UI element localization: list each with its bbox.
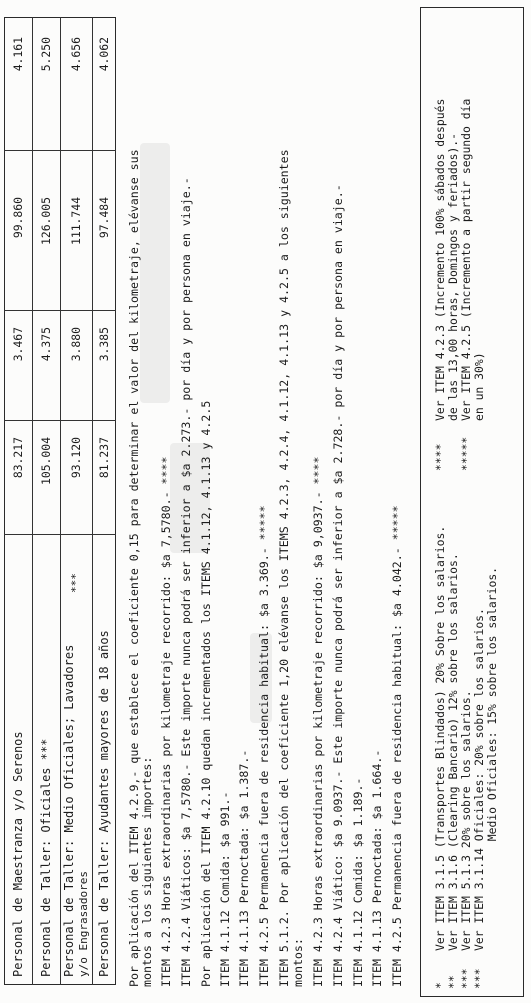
table-cell-value: 83.217 <box>11 437 25 479</box>
table-cell-value: 3.880 <box>69 327 83 362</box>
table-cell-role-extra: y/o Engrasadores <box>77 871 90 977</box>
body-text-line: montos: <box>291 938 305 987</box>
footnote-line: en un 30%) <box>472 352 486 421</box>
footnote-line: Medio Oficiales: 15% sobre los salarios. <box>485 566 499 951</box>
body-text-line: ITEM 4.2.5 Permanencia fuera de residencia habitual: $a 3.369.- ***** <box>257 505 271 987</box>
table-cell-value: 99.860 <box>11 197 25 239</box>
table-row-divider <box>60 17 61 985</box>
table-col-divider <box>4 534 116 535</box>
footnote-line: Ver ITEM 3.1.14 Oficiales: 20% sobre los salarios. <box>472 608 486 951</box>
table-cell-role: Personal de Taller: Ayudantes mayores de 18 años <box>97 630 111 977</box>
table-col-divider <box>4 310 116 311</box>
table-cell-value: 105.004 <box>39 437 53 486</box>
body-text-line: ITEM 5.1.2. Por aplicación del coeficiente 1,20 elévanse los ITEMS 4.2.3, 4.2.4, 4.1.12, 4.1.13 y 4.2.5 a los siguientes <box>277 149 291 987</box>
body-text-line: ITEM 4.2.4 Viático: $a 9.0937.- Este importe nunca podrá ser inferior a $a 2.728.- por día y por persona en viaje.- <box>331 184 345 987</box>
table-row-divider <box>92 17 93 985</box>
table-row-divider <box>32 17 33 985</box>
body-text-line: Por aplicación del ITEM 4.2.10 quedan incrementados los ITEMS 4.1.12, 4.1.13 y 4.2.5 <box>199 400 213 987</box>
footnote-line: Ver ITEM 4.2.5 (Incremento a partir segundo día <box>459 98 473 421</box>
table-cell-value: 93.120 <box>69 437 83 479</box>
body-text-line: Por aplicación del ITEM 4.2.9,- que establece el coeficiente 0,15 para determinar el valor del kilometraje, elévanse sus <box>127 149 141 987</box>
footnote-line: de las 13,00 horas, Domingos y feriados).- <box>446 132 460 421</box>
table-cell-value: 97.484 <box>97 197 111 239</box>
footnote-line: Ver ITEM 4.2.3 (Incremento 100% sábados después <box>433 98 447 421</box>
table-cell-value: 4.062 <box>97 37 111 72</box>
table-cell-value: 81.237 <box>97 437 111 479</box>
footnote-mark: ***** <box>459 436 473 471</box>
table-cell-value: 111.744 <box>69 197 83 246</box>
footnote-line: Ver ITEM 5.1.3 20% sobre los salarios. <box>459 690 473 951</box>
table-cell-value: 4.375 <box>39 327 53 362</box>
footnote-line: Ver ITEM 3.1.6 (Clearing Bancario) 12% sobre los salarios. <box>446 553 460 951</box>
table-cell-value: 126.005 <box>39 197 53 246</box>
table-cell-value: 5.250 <box>39 37 53 72</box>
table-cell-value: 3.385 <box>97 327 111 362</box>
scan-smudge <box>140 143 170 403</box>
body-text-line: montos a los siguientes importes: <box>140 756 154 987</box>
body-text-line: ITEM 4.1.12 Comida: $a 991.- <box>218 791 232 987</box>
table-cell-value: 4.161 <box>11 37 25 72</box>
table-cell-role: Personal de Maestranza y/o Serenos <box>11 731 25 977</box>
footnote-mark: ** <box>446 975 460 989</box>
table-cell-value: 3.467 <box>11 327 25 362</box>
footnote-mark: *** <box>472 968 486 989</box>
body-text-line: ITEM 4.2.3 Horas extraordinarias por kilometraje recorrido: $a 9,0937.- **** <box>311 456 325 987</box>
footnote-mark: *** <box>459 968 473 989</box>
table-cell-role-mark: *** <box>69 573 82 593</box>
table-cell-value: 4.656 <box>69 37 83 72</box>
table-cell-role: Personal de Taller: Oficiales *** <box>39 738 53 977</box>
table-col-divider <box>4 420 116 421</box>
footnote-mark: * <box>433 982 447 989</box>
table-col-divider <box>4 150 116 151</box>
body-text-line: ITEM 4.2.4 Viáticos: $a 7,5780.- Este importe nunca podrá ser inferior a $a 2.273.- por día y por persona en viaje.- <box>179 177 193 987</box>
body-text-line: ITEM 4.1.13 Pernoctada: $a 1.664.- <box>370 749 384 987</box>
footnote-mark: **** <box>433 443 447 471</box>
body-text-line: ITEM 4.2.5 Permanencia fuera de residencia habitual: $a 4.042.- ***** <box>390 505 404 987</box>
body-text-line: ITEM 4.1.12 Comida: $a 1.189.- <box>351 777 365 987</box>
table-cell-role: Personal de Taller: Medio Oficiales; Lavadores <box>62 644 76 977</box>
body-text-line: ITEM 4.2.3 Horas extraordinarias por kilometraje recorrido: $a 7,5780.- **** <box>159 456 173 987</box>
body-text-line: ITEM 4.1.13 Pernoctada: $a 1.387.- <box>237 749 251 987</box>
footnote-line: Ver ITEM 3.1.5 (Transportes Blindados) 20% Sobre los salarios. <box>433 525 447 951</box>
